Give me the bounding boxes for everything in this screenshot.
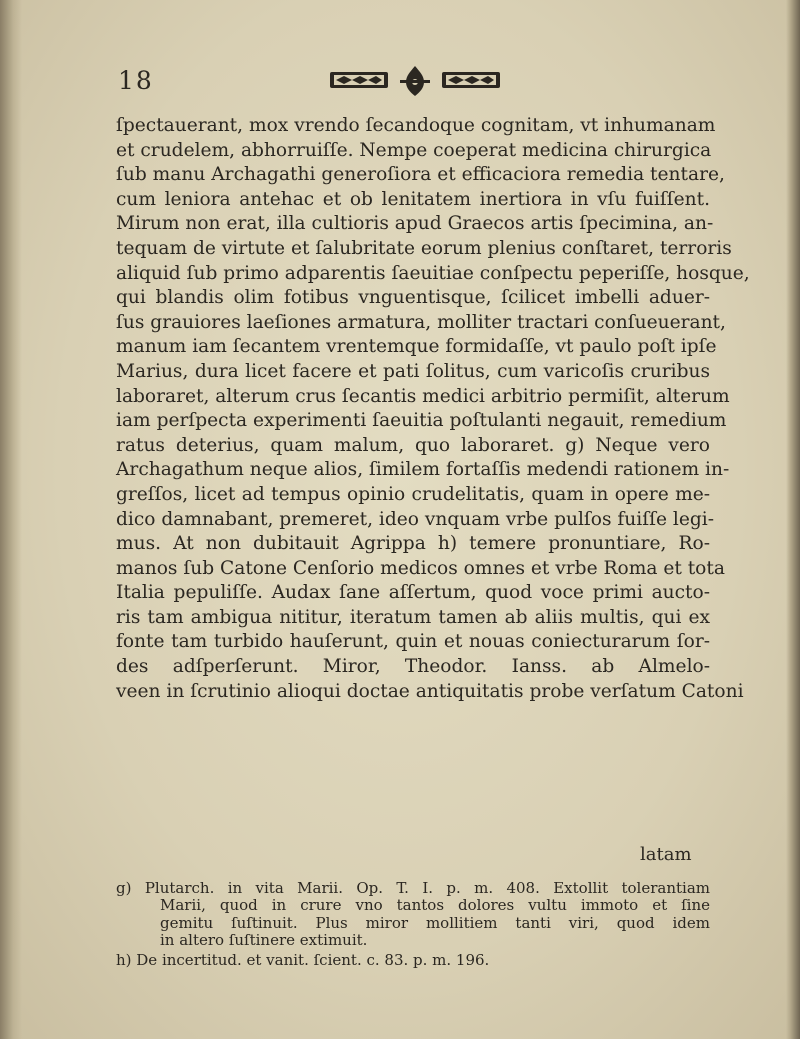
text-line: ſpectauerant, mox vrendo ſecandoque cognitam, vt inhumanam xyxy=(116,115,716,136)
text-line: Archagathum neque alios, ſimilem fortaſſis medendi rationem in- xyxy=(116,459,730,481)
text-line: manum iam ſecantem vrentemque formidaſſe, vt paulo poſt ipſe xyxy=(116,336,717,358)
text-line: ſus grauiores laeſiones armatura, molliter tractari conſueuerant, xyxy=(116,311,726,333)
catchword: latam xyxy=(640,844,692,865)
text-line: dico damnabant, premeret, ideo vnquam vrbe pulſos fuiſſe legi- xyxy=(116,508,714,530)
page-number: 18 xyxy=(118,66,154,95)
footnote-line: h) De incertitud. et vanit. ſcient. c. 83. p. m. 196. xyxy=(116,950,490,969)
text-line: cum leniora antehac et ob lenitatem inertiora in vſu fuiſſent. xyxy=(116,188,710,210)
footnote-line: Marii, quod in crure vno tantos dolores vultu immoto et ſine xyxy=(160,896,710,915)
page-edge-shadow xyxy=(786,0,800,1039)
text-line: veen in ſcrutinio alioqui doctae antiquitatis probe verſatum Catoni xyxy=(116,680,744,702)
main-text-block xyxy=(116,114,750,704)
text-line: Mirum non erat, illa cultioris apud Graecos artis ſpecimina, an- xyxy=(116,213,714,235)
text-line: Marius, dura licet facere et pati ſolitus, cum varicoſis cruribus xyxy=(116,360,710,382)
text-line: des adſperſerunt. Miror, Theodor. Ianss. ab Almelo- xyxy=(116,656,710,678)
text-line: greſſos, licet ad tempus opinio crudelitatis, quam in opere me- xyxy=(116,483,710,505)
text-line: mus. At non dubitauit Agrippa h) temere pronuntiare, Ro- xyxy=(116,533,710,555)
footnote-line: g) Plutarch. in vita Marii. Op. T. I. p. m. 408. Extollit tolerantiam xyxy=(116,879,710,897)
floral-headpiece-ornament xyxy=(330,62,500,98)
text-line: ſub manu Archagathi generoſiora et efficaciora remedia tentare, xyxy=(116,164,725,186)
text-line: laboraret, alterum crus ſecantis medici arbitrio permiſit, alterum xyxy=(116,385,730,407)
text-line: qui blandis olim fotibus vnguentisque, ſcilicet imbelli aduer- xyxy=(116,287,710,309)
text-line: ris tam ambigua nititur, iteratum tamen ab aliis multis, qui ex xyxy=(116,606,710,628)
footnotes xyxy=(116,880,710,969)
text-line: ratus deterius, quam malum, quo laboraret. g) Neque vero xyxy=(116,434,710,456)
text-line: fonte tam turbido hauſerunt, quin et nouas coniecturarum ſor- xyxy=(116,631,710,653)
footnote-line: in altero ſuſtinere extimuit. xyxy=(160,931,368,950)
text-line: aliquid ſub primo adparentis ſaeuitiae conſpectu peperiſſe, hosque, xyxy=(116,262,750,284)
text-line: manos ſub Catone Cenſorio medicos omnes et vrbe Roma et tota xyxy=(116,557,725,579)
text-line: Italia pepuliſſe. Audax ſane aſſertum, quod voce primi aucto- xyxy=(116,582,710,604)
page-binding-shadow xyxy=(0,0,22,1039)
footnote-line: gemitu ſuſtinuit. Plus miror mollitiem tanti viri, quod idem xyxy=(160,913,710,932)
text-line: et crudelem, abhorruiſſe. Nempe coeperat medicina chirurgica xyxy=(116,139,712,161)
text-line: tequam de virtute et ſalubritate eorum plenius conſtaret, terroris xyxy=(116,237,732,259)
text-line: iam perſpecta experimenti ſaeuitia poſtulanti negauit, remedium xyxy=(116,410,727,432)
